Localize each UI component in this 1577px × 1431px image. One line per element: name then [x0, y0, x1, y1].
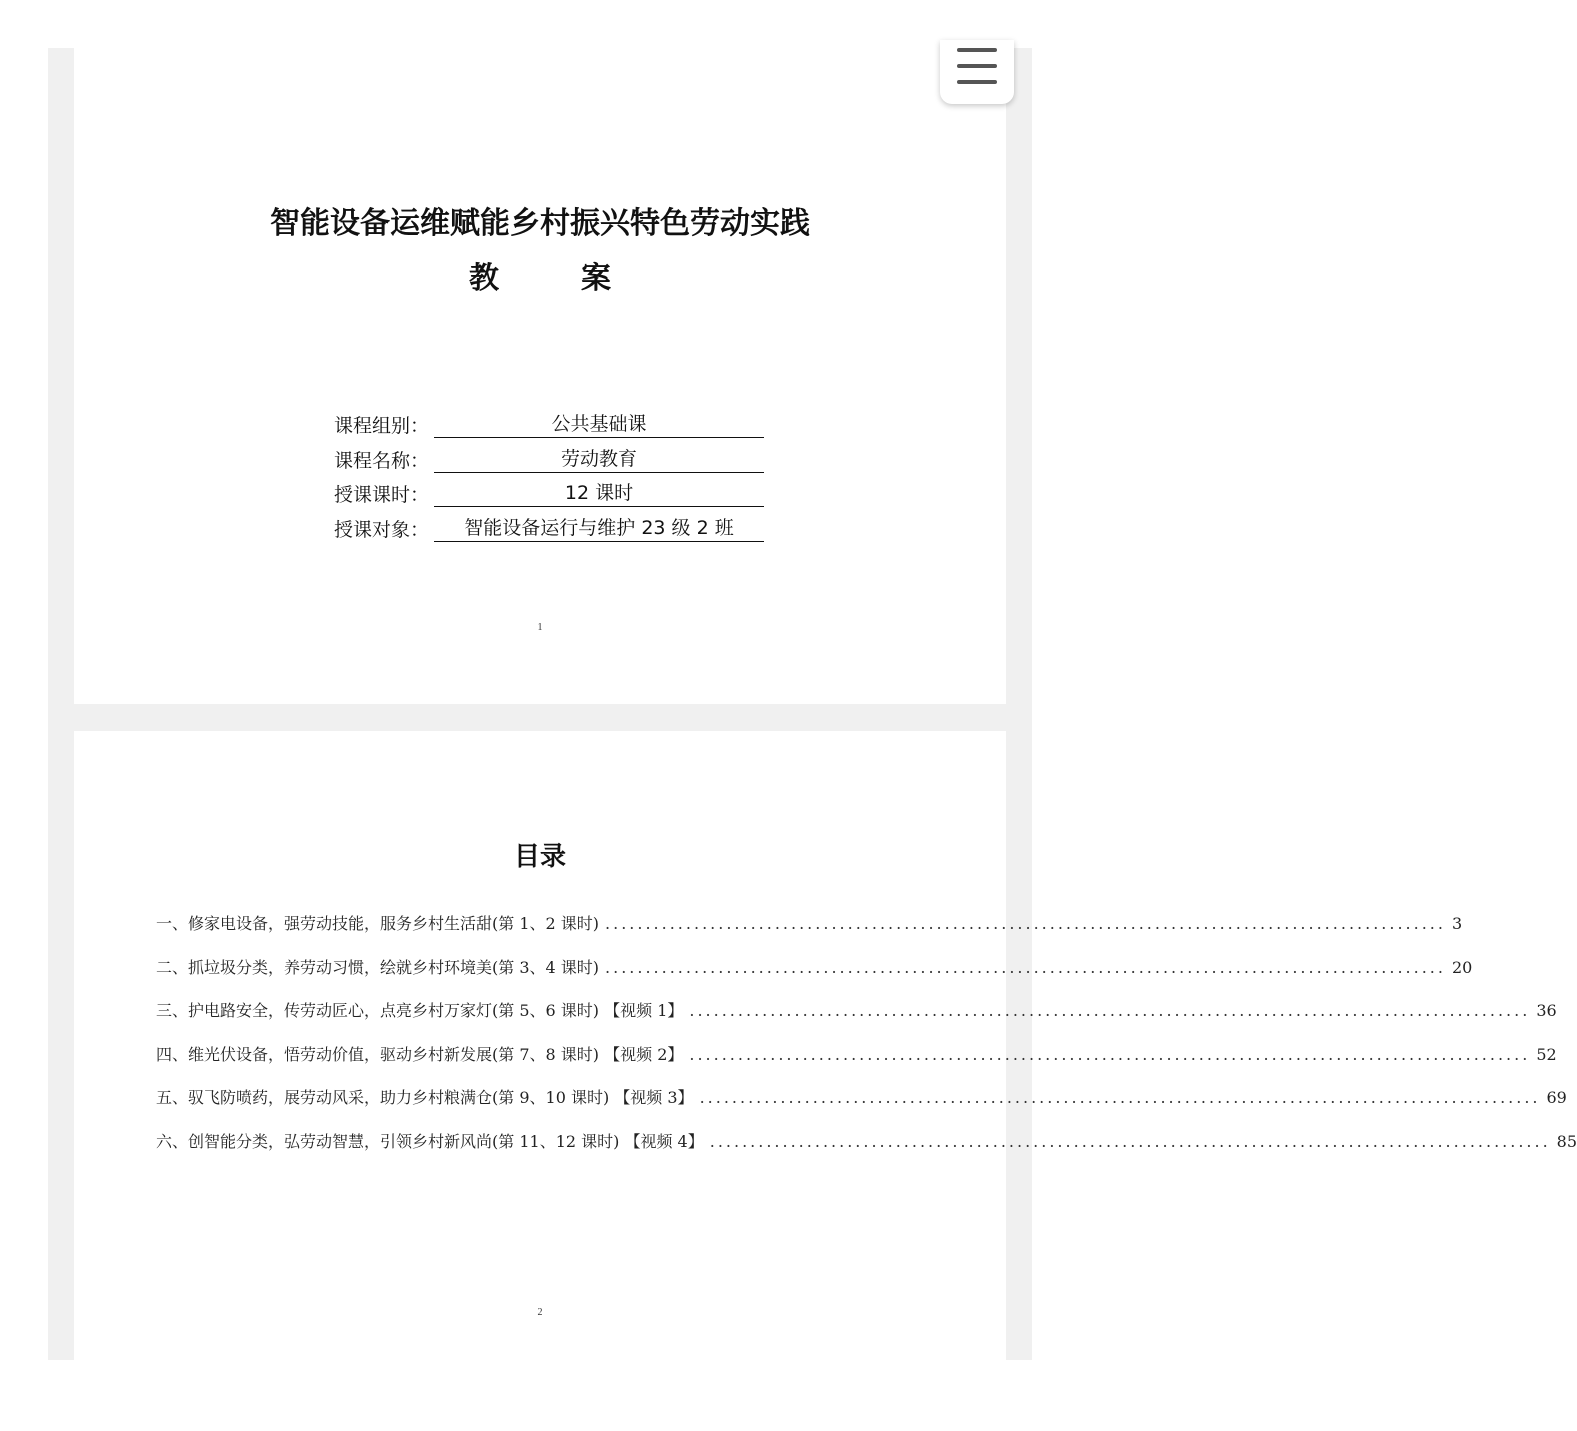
toc-item[interactable] — [156, 1129, 1577, 1173]
document-title: 智能设备运维赋能乡村振兴特色劳动实践 — [270, 206, 810, 241]
toc-item-text: 四、维光伏设备，悟劳动价值，驱动乡村新发展(第 7、8 课时) 【视频 2】 — [156, 1044, 684, 1064]
toc-item-text: 三、护电路安全，传劳动匠心，点亮乡村万家灯(第 5、6 课时) 【视频 1】 — [156, 1001, 684, 1020]
toc-item-text: 二、抓垃圾分类，养劳动习惯，绘就乡村环境美(第 3、4 课时) — [156, 957, 600, 977]
toc-item-text: 五、驭飞防喷药，展劳动风采，助力乡村粮满仓(第 9、10 课时) 【视频 3】 — [156, 1088, 694, 1107]
page-number: 1 — [537, 622, 543, 633]
hamburger-menu-icon-bar — [957, 80, 997, 84]
toc-leader-dots: ........................................................................................................ — [605, 914, 1446, 933]
info-value: 劳动教育 — [434, 444, 764, 473]
page-number: 2 — [537, 1307, 543, 1318]
hamburger-menu-icon-bar — [957, 64, 997, 68]
toc-item-page: 3 — [1451, 914, 1463, 933]
info-value: 公共基础课 — [434, 409, 764, 438]
toc-item-page: 52 — [1536, 1044, 1557, 1064]
toc-item-page: 85 — [1556, 1131, 1577, 1151]
info-label: 授课对象： — [334, 519, 430, 541]
info-value: 智能设备运行与维护 23 级 2 班 — [434, 513, 764, 542]
toc-item-text: 一、修家电设备，强劳动技能，服务乡村生活甜(第 1、2 课时) — [156, 914, 600, 933]
hamburger-menu-icon — [957, 48, 997, 52]
toc-item-page: 20 — [1451, 957, 1473, 977]
menu-button[interactable] — [940, 40, 1014, 104]
info-label: 课程名称： — [334, 450, 430, 472]
toc-item-page: 36 — [1536, 1001, 1557, 1020]
info-row-audience — [334, 512, 764, 542]
toc-leader-dots: ........................................................................................................ — [605, 957, 1446, 977]
toc-leader-dots: ........................................................................................................ — [689, 1044, 1531, 1064]
toc-item[interactable] — [156, 1085, 1567, 1129]
info-value: 12 课时 — [434, 478, 764, 507]
page-2-toc — [74, 731, 1577, 1431]
info-label: 课程组别： — [334, 415, 430, 437]
toc-item-text: 六、创智能分类，弘劳动智慧，引领乡村新风尚(第 11、12 课时) 【视频 4】 — [156, 1131, 704, 1151]
info-row-class-hours — [334, 477, 764, 507]
toc-item[interactable] — [156, 955, 1473, 999]
toc-list — [156, 911, 1577, 1172]
subtitle-char-2: 案 — [581, 261, 611, 296]
toc-item-page: 69 — [1546, 1088, 1567, 1107]
page-1-cover — [74, 48, 1006, 704]
toc-leader-dots: ........................................................................................................ — [699, 1088, 1541, 1107]
document-subtitle — [74, 253, 1006, 297]
toc-item[interactable] — [156, 998, 1557, 1042]
toc-item[interactable] — [156, 1042, 1557, 1086]
toc-item[interactable] — [156, 911, 1463, 955]
info-label: 授课课时： — [334, 484, 430, 506]
info-row-course-group — [334, 408, 764, 438]
toc-leader-dots: ........................................................................................................ — [689, 1001, 1531, 1020]
document-viewer[interactable] — [48, 48, 1577, 1360]
info-row-course-name — [334, 443, 764, 473]
toc-leader-dots: ........................................................................................................ — [709, 1131, 1551, 1151]
subtitle-char-1: 教 — [469, 261, 499, 296]
toc-title: 目录 — [513, 842, 566, 872]
